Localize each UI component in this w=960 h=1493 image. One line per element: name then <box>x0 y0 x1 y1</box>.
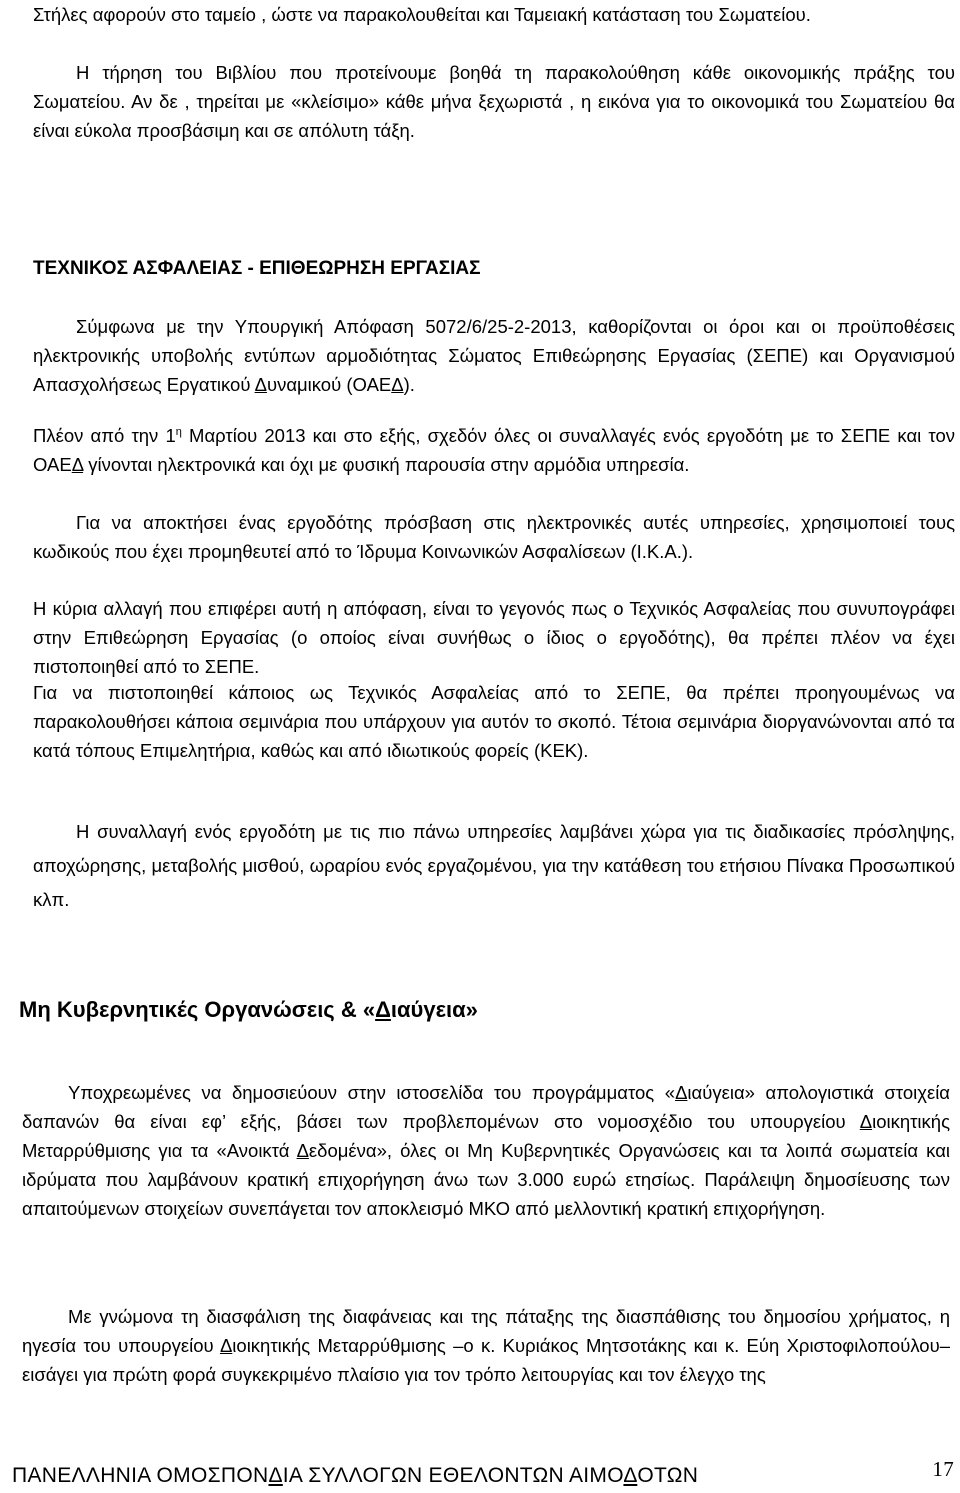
page-number: 17 <box>932 1457 954 1481</box>
intro-paragraph-2: Η τήρηση του Βιβλίου που προτείνουμε βοηθά τη παρακολούθηση κάθε οικονομικής πράξης του Σωματείου. Αν δε , τηρείται με «κλείσιμο» κάθε μήνα ξεχωριστά , η εικόνα για το οικονομικά του Σωματείου θα είναι εύκολα προσβάσιμη και σε απόλυτη τάξη. <box>33 62 955 141</box>
section1-paragraph-6: Η συναλλαγή ενός εργοδότη με τις πιο πάνω υπηρεσίες λαμβάνει χώρα για τις διαδικασίες πρόσληψης, αποχώρησης, μεταβολής μισθού, ωραρίου ενός εργαζομένου, για την κατάθεση του ετήσιου Πίνακα Προσωπικού κλπ. <box>33 821 955 910</box>
section1-paragraph-1: Σύμφωνα με την Υπουργική Απόφαση 5072/6/25-2-2013, καθορίζονται οι όροι και οι προϋποθέσεις ηλεκτρονικής υποβολής εντύπων αρμοδιότητας Σώματος Επιθεώρησης Εργασίας (ΣΕΠΕ) και Οργανισμού Απασχολήσεως Εργατικού Δυναμικού (ΟΑΕΔ). <box>33 316 955 395</box>
intro-paragraph-1: Στήλες αφορούν στο ταμείο , ώστε να παρακολουθείται και Ταμειακή κατάσταση του Σωματείου. <box>33 4 811 25</box>
section1-paragraph-2: Πλέον από την $1^\eta$ Μαρτίου 2013 και στο εξής, σχεδόν όλες οι συναλλαγές ενός εργοδότη με το ΣΕΠΕ και τον ΟΑΕΔ γίνονται ηλεκτρονικά και όχι με φυσική παρουσία στην αρμόδια υπηρεσία. <box>33 425 955 475</box>
section2-paragraph-1: Υποχρεωμένες να δημοσιεύουν στην ιστοσελίδα του προγράμματος «Διαύγεια» απολογιστικά στοιχεία δαπανών θα είναι εφ’ εξής, βάσει των προβλεπομένων στο νομοσχέδιο του υπουργείου Διοικητικής Μεταρρύθμισης για τα «Ανοικτά Δεδομένα», όλες οι Μη Κυβερνητικές Οργανώσεις και τα λοιπά σωματεία και ιδρύματα που λαμβάνουν κρατική επιχορήγηση άνω των 3.000 ευρώ ετησίως. Παράλειψη δημοσίευσης των απαιτούμενων στοιχείων συνεπάγεται τον αποκλεισμό ΜΚΟ από μελλοντική κρατική επιχορήγηση. <box>22 1082 950 1219</box>
footer-organization: ΠΑΝΕΛΛΗΝΙΑ ΟΜΟΣΠΟΝΔΙΑ ΣΥΛΛΟΓΩΝ ΕΘΕΛΟΝΤΩΝ ΑΙΜΟΔΟΤΩΝ <box>12 1464 699 1487</box>
section1-paragraph-3: Για να αποκτήσει ένας εργοδότης πρόσβαση στις ηλεκτρονικές αυτές υπηρεσίες, χρησιμοποιεί τους κωδικούς που έχει προμηθευτεί από το Ίδρυμα Κοινωνικών Ασφαλίσεων (Ι.Κ.Α.). <box>33 512 955 562</box>
section2-paragraph-2: Με γνώμονα τη διασφάλιση της διαφάνειας και της πάταξης της διασπάθισης του δημοσίου χρήματος, η ηγεσία του υπουργείου Διοικητικής Μεταρρύθμισης –ο κ. Κυριάκος Μητσοτάκης και κ. Εύη Χριστοφιλοπούλου– εισάγει για πρώτη φορά συγκεκριμένο πλαίσιο για τον τρόπο λειτουργίας και τον έλεγχο της <box>22 1306 950 1385</box>
section1-paragraph-5: Για να πιστοποιηθεί κάποιος ως Τεχνικός Ασφαλείας από το ΣΕΠΕ, θα πρέπει προηγουμένως να παρακολουθήσει κάποια σεμινάρια που υπάρχουν για αυτόν το σκοπό. Τέτοια σεμινάρια διοργανώνονται από τα κατά τόπους Επιμελητήρια, καθώς και από ιδιωτικούς φορείς (ΚΕΚ). <box>33 682 955 761</box>
section1-paragraph-4: Η κύρια αλλαγή που επιφέρει αυτή η απόφαση, είναι το γεγονός πως ο Τεχνικός Ασφαλείας που συνυπογράφει στην Επιθεώρηση Εργασίας (ο οποίος είναι συνήθως ο ίδιος ο εργοδότης), θα πρέπει πλέον να έχει πιστοποιηθεί από το ΣΕΠΕ. <box>33 598 955 677</box>
section-heading-ngo: Μη Κυβερνητικές Οργανώσεις & «Διαύγεια» <box>19 997 478 1022</box>
section-heading-safety: ΤΕΧΝΙΚΟΣ ΑΣΦΑΛΕΙΑΣ - ΕΠΙΘΕΩΡΗΣΗ ΕΡΓΑΣΙΑΣ <box>33 258 481 279</box>
page-footer <box>12 1457 960 1491</box>
